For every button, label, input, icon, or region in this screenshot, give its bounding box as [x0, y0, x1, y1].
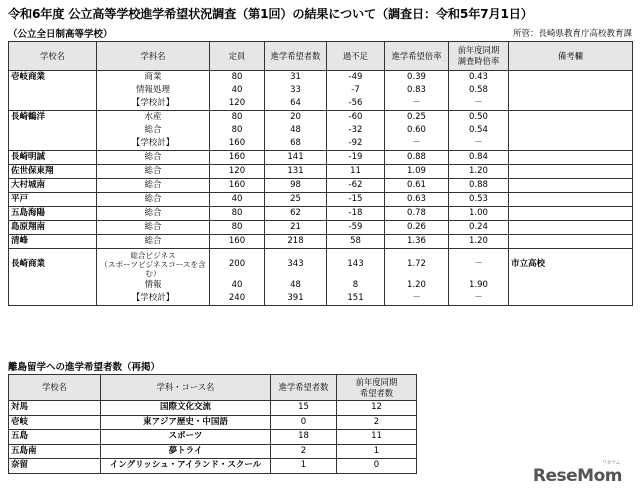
cell-dept: 【学校計】: [97, 97, 210, 111]
cell-cap: 80: [210, 71, 265, 85]
logo-ruby: リセマム: [602, 460, 620, 466]
cell-dept: 総合: [97, 179, 210, 193]
cell-diff: -7: [327, 84, 385, 97]
cell-school: 五島: [9, 430, 101, 445]
table-row: [9, 459, 417, 474]
cell-prev: 0: [337, 459, 417, 474]
cell-note: [509, 292, 633, 306]
cell-ratio: －: [385, 97, 449, 111]
cell-dept: 総合ビジネス （スポーツビジネスコースを含む）: [97, 249, 210, 280]
cell-school: 佐世保東翔: [9, 165, 97, 179]
table-row: [9, 71, 633, 85]
cell-ratio: 0.25: [385, 111, 449, 125]
cell-prev: －: [449, 249, 509, 280]
cell-ratio: 0.78: [385, 207, 449, 221]
cell-school: 長崎明誠: [9, 151, 97, 165]
cell-cap: 80: [210, 221, 265, 235]
cell-note: [509, 235, 633, 249]
cell-dept: 水産: [97, 111, 210, 125]
cell-note: [509, 221, 633, 235]
cell-dept: 総合: [97, 221, 210, 235]
cell-diff: -15: [327, 193, 385, 207]
cell-applicants: 15: [271, 401, 337, 416]
cell-course: 東アジア歴史・中国語: [101, 415, 271, 430]
cell-diff: -92: [327, 137, 385, 151]
col-dept: 学科名: [97, 42, 210, 71]
cell-diff: -32: [327, 124, 385, 137]
cell-note: [509, 279, 633, 292]
table-row: [9, 124, 633, 137]
table-row: [9, 279, 633, 292]
cell-applicants: 33: [265, 84, 327, 97]
survey-table: [8, 41, 633, 306]
cell-dept: 総合: [97, 207, 210, 221]
col-note: 備考欄: [509, 42, 633, 71]
col-prev: 前年度同期 調査時倍率: [449, 42, 509, 71]
cell-cap: 200: [210, 249, 265, 280]
col-course: 学科・コース名: [101, 375, 271, 401]
col-capacity: 定員: [210, 42, 265, 71]
cell-applicants: 20: [265, 111, 327, 125]
cell-school: 長崎鶴洋: [9, 111, 97, 125]
cell-dept: 情報処理: [97, 84, 210, 97]
cell-applicants: 0: [271, 415, 337, 430]
cell-diff: 58: [327, 235, 385, 249]
cell-dept: 【学校計】: [97, 292, 210, 306]
resemom-logo: [532, 460, 622, 486]
page-title: 令和6年度 公立高等学校進学希望状況調査（第1回）の結果について（調査日：令和5年7月1日）: [8, 7, 533, 21]
cell-dept: 総合: [97, 165, 210, 179]
cell-diff: -18: [327, 207, 385, 221]
cell-school: 壱岐商業: [9, 71, 97, 85]
table-row: [9, 84, 633, 97]
cell-applicants: 64: [265, 97, 327, 111]
cell-course: 夢トライ: [101, 444, 271, 459]
cell-ratio: 0.63: [385, 193, 449, 207]
cell-dept: 情報: [97, 279, 210, 292]
cell-diff: -62: [327, 179, 385, 193]
cell-note: [509, 71, 633, 85]
table-row: [9, 137, 633, 151]
cell-prev: 1.00: [449, 207, 509, 221]
cell-school: 長崎商業: [9, 249, 97, 280]
cell-school: 平戸: [9, 193, 97, 207]
cell-school: [9, 292, 97, 306]
cell-prev: 0.84: [449, 151, 509, 165]
cell-cap: 120: [210, 97, 265, 111]
subtitle: （公立全日制高等学校）: [8, 29, 113, 40]
table-row: [9, 401, 417, 416]
cell-note: [509, 179, 633, 193]
cell-prev: 1.20: [449, 235, 509, 249]
cell-note: [509, 124, 633, 137]
cell-ratio: 1.09: [385, 165, 449, 179]
section2-title: 離島留学への進学希望者数（再掲）: [8, 362, 161, 373]
cell-prev: 1.20: [449, 165, 509, 179]
cell-ratio: 0.60: [385, 124, 449, 137]
table-row: [9, 179, 633, 193]
col-school: 学校名: [9, 375, 101, 401]
cell-diff: -59: [327, 221, 385, 235]
table-row: [9, 207, 633, 221]
cell-school: [9, 137, 97, 151]
cell-prev: 12: [337, 401, 417, 416]
cell-prev: 0.24: [449, 221, 509, 235]
table-header-row: [9, 375, 417, 401]
cell-prev: 0.88: [449, 179, 509, 193]
cell-prev: 2: [337, 415, 417, 430]
cell-school: 五島南: [9, 444, 101, 459]
cell-dept: 総合: [97, 235, 210, 249]
cell-school: 島原翔南: [9, 221, 97, 235]
cell-prev: 11: [337, 430, 417, 445]
cell-prev: 0.53: [449, 193, 509, 207]
logo-text: ReseMom: [532, 466, 622, 486]
cell-school: [9, 84, 97, 97]
table-row: [9, 151, 633, 165]
cell-note: [509, 165, 633, 179]
cell-ratio: 0.61: [385, 179, 449, 193]
cell-applicants: 31: [265, 71, 327, 85]
cell-prev: －: [449, 137, 509, 151]
cell-ratio: 1.72: [385, 249, 449, 280]
cell-prev: －: [449, 292, 509, 306]
cell-prev: 1.90: [449, 279, 509, 292]
table-row: [9, 235, 633, 249]
col-school: 学校名: [9, 42, 97, 71]
cell-applicants: 68: [265, 137, 327, 151]
cell-cap: 40: [210, 279, 265, 292]
table-row: [9, 444, 417, 459]
cell-cap: 80: [210, 111, 265, 125]
cell-school: 五島海陽: [9, 207, 97, 221]
cell-school: 対馬: [9, 401, 101, 416]
cell-applicants: 21: [265, 221, 327, 235]
cell-school: 奈留: [9, 459, 101, 474]
cell-ratio: －: [385, 137, 449, 151]
cell-dept: 商業: [97, 71, 210, 85]
cell-cap: 160: [210, 235, 265, 249]
cell-note: [509, 84, 633, 97]
cell-diff: 11: [327, 165, 385, 179]
cell-school: 清峰: [9, 235, 97, 249]
cell-applicants: 48: [265, 124, 327, 137]
table-header-row: [9, 42, 633, 71]
cell-prev: －: [449, 97, 509, 111]
office-label: 所管：長崎県教育庁高校教育課: [512, 29, 632, 39]
cell-applicants: 218: [265, 235, 327, 249]
cell-prev: 0.54: [449, 124, 509, 137]
cell-cap: 80: [210, 124, 265, 137]
table-row: [9, 292, 633, 306]
cell-applicants: 343: [265, 249, 327, 280]
cell-diff: -60: [327, 111, 385, 125]
table-row: [9, 97, 633, 111]
cell-cap: 40: [210, 84, 265, 97]
cell-ratio: 1.20: [385, 279, 449, 292]
col-ratio: 進学希望倍率: [385, 42, 449, 71]
cell-diff: -56: [327, 97, 385, 111]
cell-diff: 143: [327, 249, 385, 280]
cell-applicants: 18: [271, 430, 337, 445]
cell-applicants: 25: [265, 193, 327, 207]
cell-applicants: 391: [265, 292, 327, 306]
cell-diff: 8: [327, 279, 385, 292]
table-row: [9, 430, 417, 445]
cell-ratio: 0.39: [385, 71, 449, 85]
cell-prev: 0.50: [449, 111, 509, 125]
table-row: [9, 415, 417, 430]
cell-applicants: 48: [265, 279, 327, 292]
cell-dept: 総合: [97, 151, 210, 165]
cell-school: 大村城南: [9, 179, 97, 193]
cell-note: [509, 193, 633, 207]
cell-note: [509, 207, 633, 221]
cell-cap: 120: [210, 165, 265, 179]
cell-note: [509, 137, 633, 151]
cell-cap: 160: [210, 151, 265, 165]
cell-prev: 0.43: [449, 71, 509, 85]
cell-applicants: 62: [265, 207, 327, 221]
cell-school: [9, 279, 97, 292]
cell-course: イングリッシュ・アイランド・スクール: [101, 459, 271, 474]
cell-ratio: 0.88: [385, 151, 449, 165]
cell-applicants: 1: [271, 459, 337, 474]
table-row: [9, 221, 633, 235]
cell-ratio: 1.36: [385, 235, 449, 249]
island-table: [8, 374, 417, 474]
cell-course: 国際文化交流: [101, 401, 271, 416]
table-row: [9, 165, 633, 179]
cell-cap: 40: [210, 193, 265, 207]
cell-ratio: 0.83: [385, 84, 449, 97]
cell-applicants: 141: [265, 151, 327, 165]
cell-ratio: 0.26: [385, 221, 449, 235]
cell-school: 壱岐: [9, 415, 101, 430]
cell-note: [509, 97, 633, 111]
cell-applicants: 2: [271, 444, 337, 459]
cell-cap: 80: [210, 207, 265, 221]
col-applicants: 進学希望者数: [271, 375, 337, 401]
cell-prev: 0.58: [449, 84, 509, 97]
cell-school: [9, 97, 97, 111]
table-row: [9, 193, 633, 207]
cell-cap: 240: [210, 292, 265, 306]
cell-dept: 【学校計】: [97, 137, 210, 151]
cell-cap: 160: [210, 179, 265, 193]
cell-note: [509, 151, 633, 165]
cell-note: [509, 111, 633, 125]
cell-dept: 総合: [97, 193, 210, 207]
cell-diff: 151: [327, 292, 385, 306]
cell-dept: 総合: [97, 124, 210, 137]
cell-diff: -49: [327, 71, 385, 85]
cell-ratio: －: [385, 292, 449, 306]
cell-note: 市立高校: [509, 249, 633, 280]
table-row: [9, 111, 633, 125]
cell-school: [9, 124, 97, 137]
table-row: [9, 249, 633, 280]
cell-diff: -19: [327, 151, 385, 165]
col-prev: 前年度同期 希望者数: [337, 375, 417, 401]
cell-applicants: 131: [265, 165, 327, 179]
cell-course: スポーツ: [101, 430, 271, 445]
cell-applicants: 98: [265, 179, 327, 193]
col-diff: 過不足: [327, 42, 385, 71]
cell-cap: 160: [210, 137, 265, 151]
col-applicants: 進学希望者数: [265, 42, 327, 71]
cell-prev: 1: [337, 444, 417, 459]
